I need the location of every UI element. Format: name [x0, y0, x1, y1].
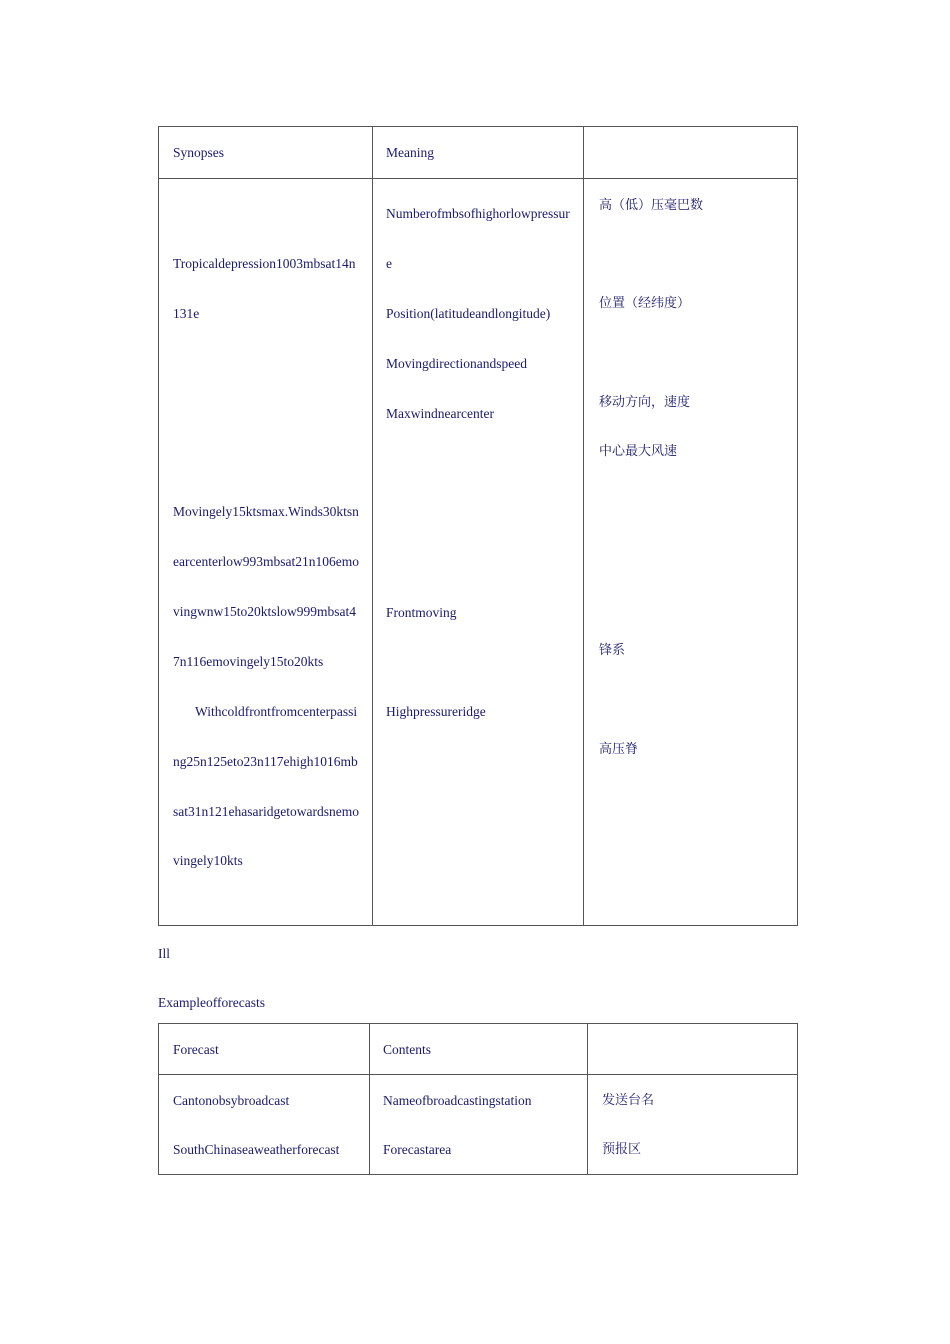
synopses-line: earcenterlow993mbsat21n106emo — [173, 554, 359, 569]
synopses-line: 131e — [173, 306, 200, 321]
table2-col-divider-1 — [369, 1023, 370, 1175]
synopses-line: 7n116emovingely15to20kts — [173, 654, 324, 669]
table2-cell: 发送台名 — [602, 1093, 655, 1108]
table2-cell: 预报区 — [602, 1142, 642, 1157]
table2-cell: Cantonobsybroadcast — [173, 1093, 290, 1108]
meaning-line: Frontmoving — [386, 605, 457, 620]
chinese-line: 锋系 — [599, 643, 626, 658]
header-synopses: Synopses — [173, 145, 225, 160]
synopses-line: Movingely15ktsmax.Winds30ktsn — [173, 504, 359, 519]
synopses-line: ng25n125eto23n117ehigh1016mb — [173, 754, 358, 769]
section-number: Ill — [158, 946, 170, 961]
synopses-line: Tropicaldepression1003mbsat14n — [173, 256, 356, 271]
table2-cell: Nameofbroadcastingstation — [383, 1093, 532, 1108]
synopses-line: sat31n121ehasaridgetowardsnemo — [173, 804, 359, 819]
table1-col-divider-1 — [372, 126, 373, 926]
table2-cell: Forecastarea — [383, 1142, 452, 1157]
meaning-line: Numberofmbsofhighorlowpressur — [386, 206, 570, 221]
synopses-line: Withcoldfrontfromcenterpassi — [195, 704, 358, 719]
meaning-line: Movingdirectionandspeed — [386, 356, 527, 371]
meaning-line: Maxwindnearcenter — [386, 406, 494, 421]
table1-col-divider-2 — [583, 126, 584, 926]
header-meaning: Meaning — [386, 145, 434, 160]
table2-col-divider-2 — [587, 1023, 588, 1175]
header-contents: Contents — [383, 1042, 432, 1057]
table2-cell: SouthChinaseaweatherforecast — [173, 1142, 340, 1157]
chinese-line: 高压脊 — [599, 742, 639, 757]
meaning-line: Position(latitudeandlongitude) — [386, 306, 551, 321]
meaning-line: Highpressureridge — [386, 704, 486, 719]
meaning-line: e — [386, 256, 392, 271]
chinese-line: 移动方向，速度 — [599, 395, 691, 410]
section-title: Exampleofforecasts — [158, 995, 265, 1010]
synopses-line: vingwnw15to20ktslow999mbsat4 — [173, 604, 357, 619]
table1-header-divider — [158, 178, 798, 179]
chinese-line: 位置（经纬度） — [599, 296, 691, 311]
synopses-line: vingely10kts — [173, 853, 243, 868]
header-forecast: Forecast — [173, 1042, 219, 1057]
chinese-line: 高（低）压毫巴数 — [599, 198, 704, 213]
chinese-line: 中心最大风速 — [599, 444, 678, 459]
table2-header-divider — [158, 1074, 798, 1075]
